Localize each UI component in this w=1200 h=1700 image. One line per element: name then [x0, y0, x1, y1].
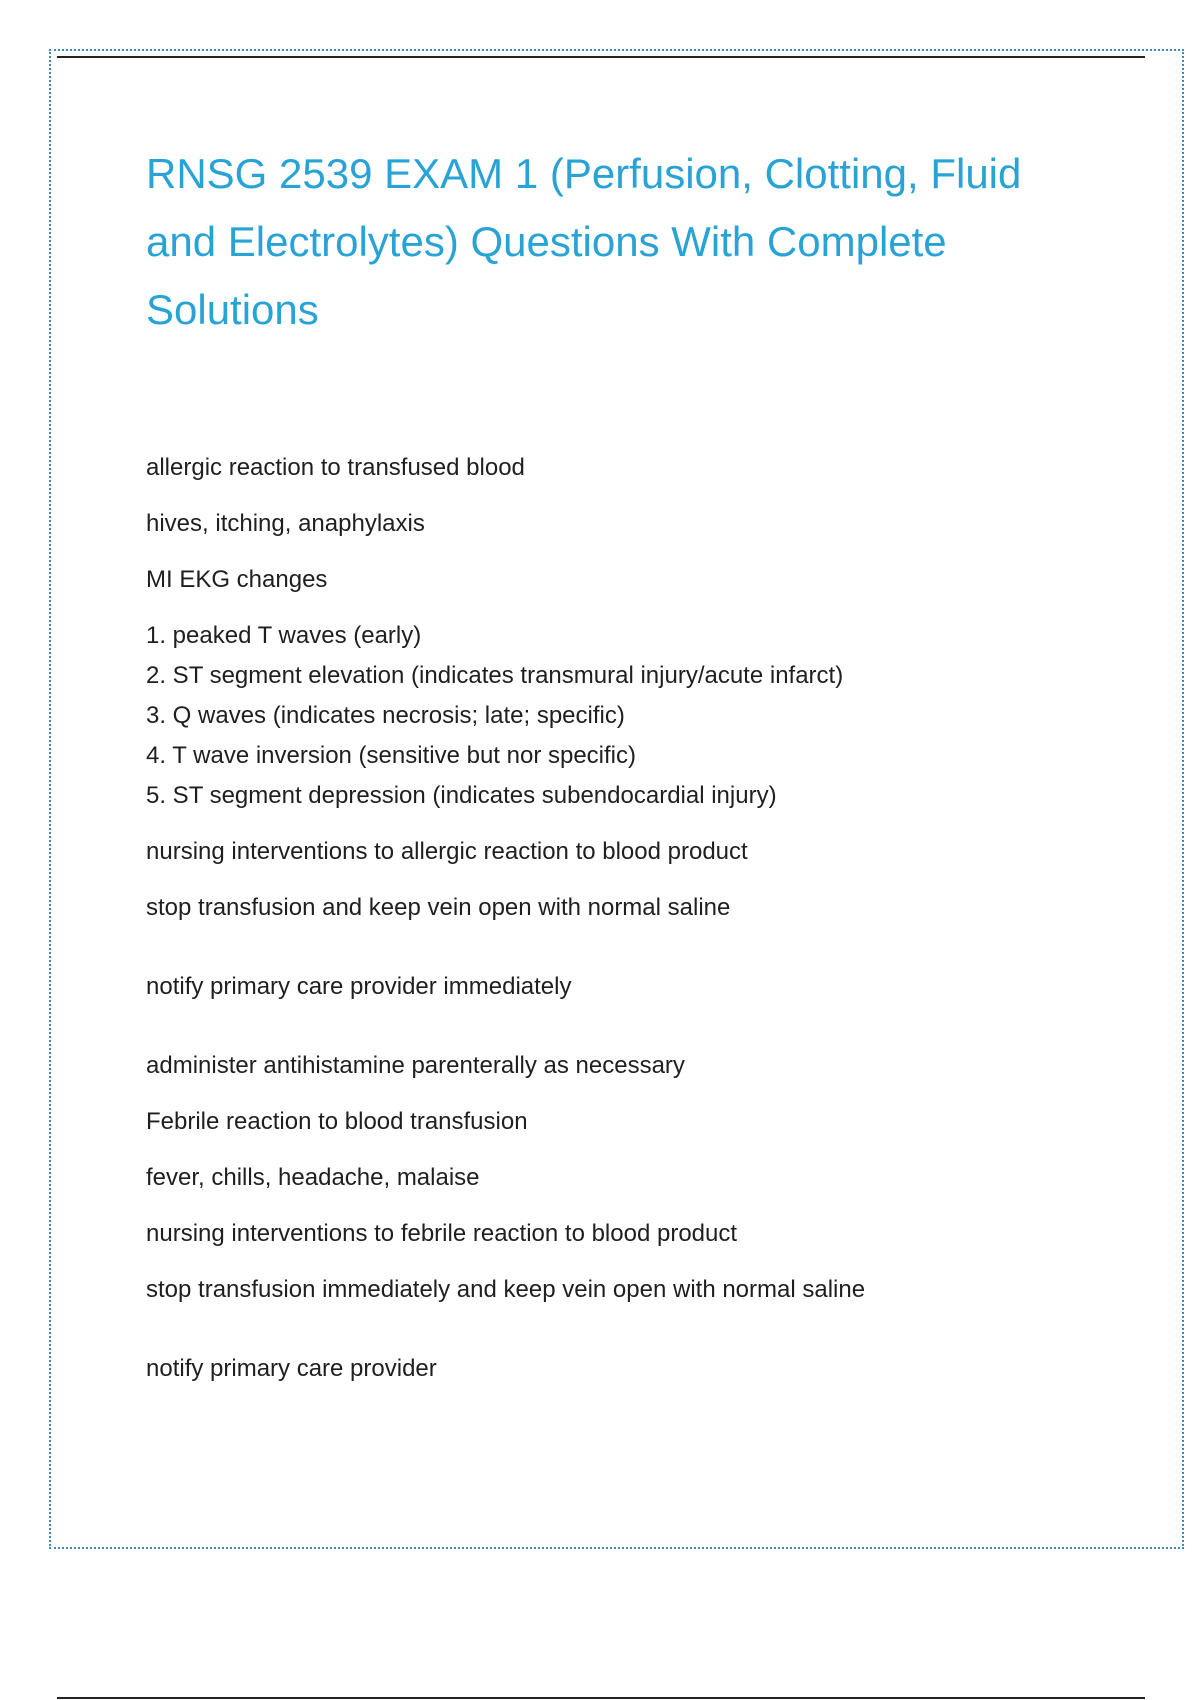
- list-item: 3. Q waves (indicates necrosis; late; specific): [146, 702, 625, 729]
- answer-line: notify primary care provider immediately: [146, 973, 572, 1000]
- document-title: RNSG 2539 EXAM 1 (Perfusion, Clotting, Fluid and Electrolytes) Questions With Complete Solutions: [146, 150, 1022, 333]
- answer-line: stop transfusion and keep vein open with normal saline: [146, 894, 731, 921]
- list-item: 1. peaked T waves (early): [146, 622, 422, 649]
- question-allergic-reaction: allergic reaction to transfused blood: [146, 454, 525, 481]
- list-item: 2. ST segment elevation (indicates transmural injury/acute infarct): [146, 662, 844, 689]
- answer-line: administer antihistamine parenterally as necessary: [146, 1052, 685, 1079]
- answer-line: stop transfusion immediately and keep vein open with normal saline: [146, 1276, 866, 1303]
- question-febrile-reaction: Febrile reaction to blood transfusion: [146, 1108, 528, 1135]
- document-body: [146, 448, 1106, 1389]
- list-item: 4. T wave inversion (sensitive but nor specific): [146, 742, 636, 769]
- answer-line: notify primary care provider: [146, 1355, 437, 1382]
- answer-febrile-reaction: fever, chills, headache, malaise: [146, 1164, 480, 1191]
- question-mi-ekg: MI EKG changes: [146, 566, 328, 593]
- question-nursing-allergic: nursing interventions to allergic reaction to blood product: [146, 838, 748, 865]
- list-item: 5. ST segment depression (indicates subendocardial injury): [146, 782, 777, 809]
- bottom-rule: [57, 1697, 1145, 1699]
- answer-allergic-reaction: hives, itching, anaphylaxis: [146, 510, 425, 537]
- question-nursing-febrile: nursing interventions to febrile reaction to blood product: [146, 1220, 738, 1247]
